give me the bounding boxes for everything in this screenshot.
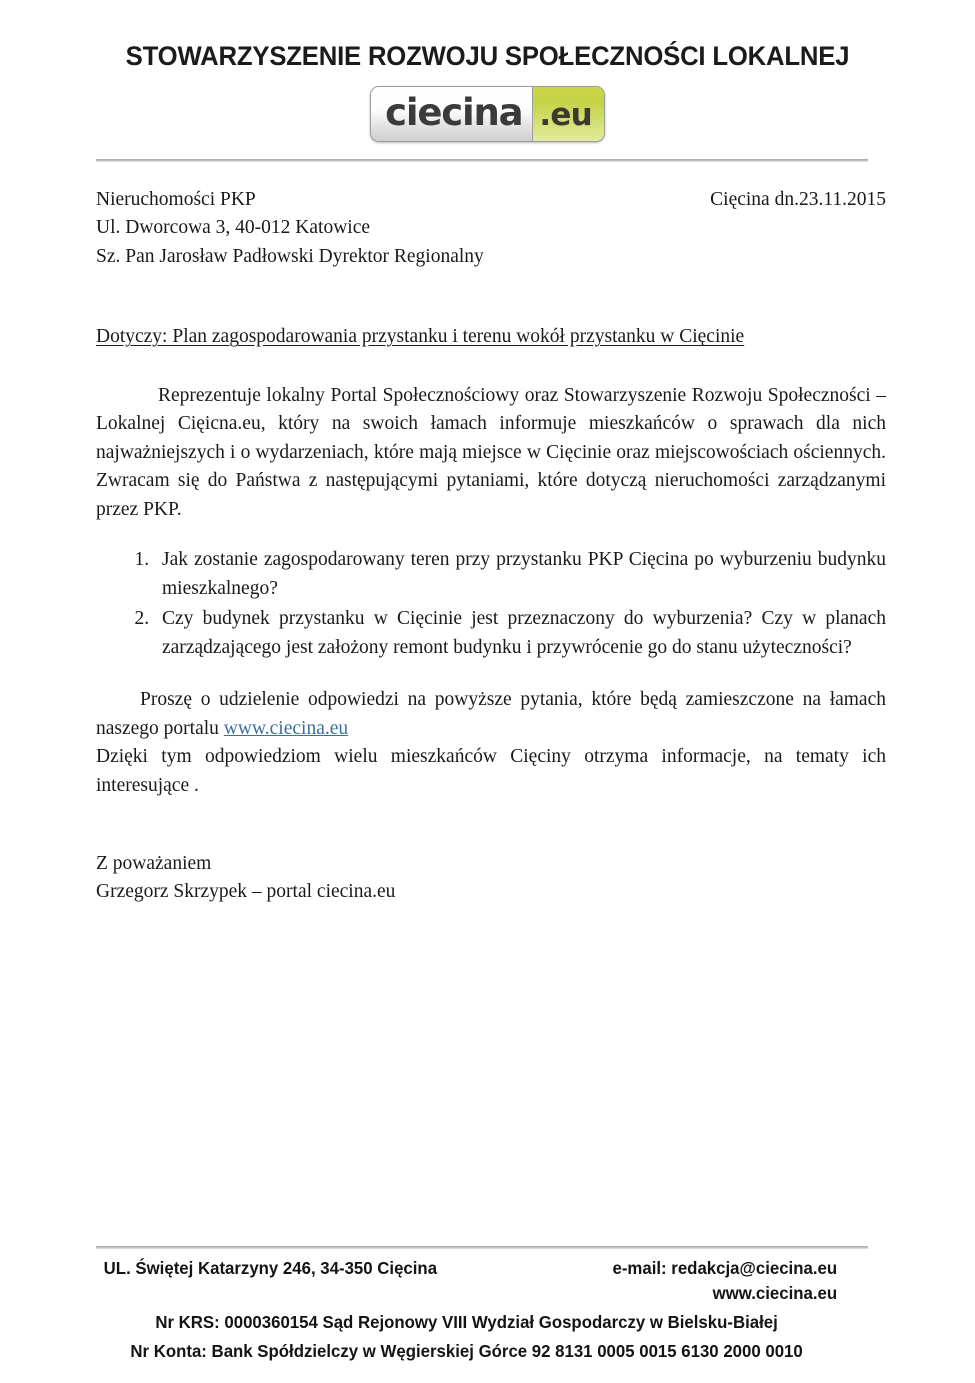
logo-name-text: ciecina [385,90,523,134]
organization-title: STOWARZYSZENIE ROZWOJU SPOŁECZNOŚCI LOKALNEJ [125,41,850,71]
ciecina-logo [370,86,605,142]
footer-divider [96,1246,868,1249]
recipient-line-1: Nieruchomości PKP [96,189,256,210]
recipient-line-2: Ul. Dworcowa 3, 40-012 Katowice [96,217,371,239]
portal-link[interactable]: www.ciecina.eu [223,717,349,739]
footer-krs: Nr KRS: 0000360154 Sąd Rejonowy VIII Wydział Gospodarczy w Bielsku-Białej [155,1311,778,1332]
footer-email: e-mail: redakcja@ciecina.eu [612,1258,838,1278]
signature-block [96,850,886,907]
subject-line: Dotyczy: Plan zagospodarowania przystanku i terenu wokół przystanku w Cięcinie [96,326,745,348]
logo-container [0,86,975,142]
logo-name-panel [371,87,533,141]
list-item: 1. Jak zostanie zagospodarowany teren przy przystanku PKP Cięcina po wyburzeniu budynku mieszkalnego? [154,546,886,603]
intro-paragraph: Reprezentuje lokalny Portal Społecznościowy oraz Stowarzyszenie Rozwoju Społeczności – Lokalnej Cięicna.eu, który na swoich łamach informuje mieszkańców o sprawach dla nich najważniejszych i o wydarzeniach, które mają miejsce w Cięcinie oraz miejscowościach ościennych. Zwracam się do Państwa z następującymi pytaniami, które dotyczą nieruchomości zarządzanymi przez PKP. [96,384,886,520]
questions-list [96,546,886,662]
footer-address: UL. Świętej Katarzyny 246, 34-350 Cięcina [103,1258,438,1278]
footer-website: www.ciecina.eu [712,1282,838,1303]
closing-paragraph-2: Dzięki tym odpowiedziom wielu mieszkańców Cięciny otrzyma informacje, na tematy ich interesujące . [96,746,886,796]
footer-account: Nr Konta: Bank Spółdzielczy w Węgierskiej Górce 92 8131 0005 0015 6130 2000 0010 [130,1340,803,1361]
footer-contact [612,1256,837,1306]
footer-top-row [96,1256,837,1306]
letter-body [96,186,886,907]
letterhead-header [0,0,975,142]
letter-date: Cięcina dn.23.11.2015 [710,189,886,210]
header-divider [96,159,868,162]
signature-name: Grzegorz Skrzypek – portal ciecina.eu [96,881,396,903]
logo-tld-text: .eu [539,96,592,133]
logo-tld-panel [533,87,603,141]
letterhead-footer [96,1256,837,1363]
list-item: 2. Czy budynek przystanku w Cięcinie jest przeznaczony do wyburzenia? Czy w planach zarządzającego jest założony remont budynku i przywrócenie go do stanu użyteczności? [154,605,886,662]
closing-text-before-link: Proszę o udzielenie odpowiedzi na powyższe pytania, które będą zamieszczone na łamach naszego portalu [96,689,886,739]
address-block [96,186,886,271]
closing-paragraph [96,686,886,743]
signature-salutation: Z poważaniem [96,852,212,874]
recipient-line-3: Sz. Pan Jarosław Padłowski Dyrektor Regionalny [96,245,484,267]
